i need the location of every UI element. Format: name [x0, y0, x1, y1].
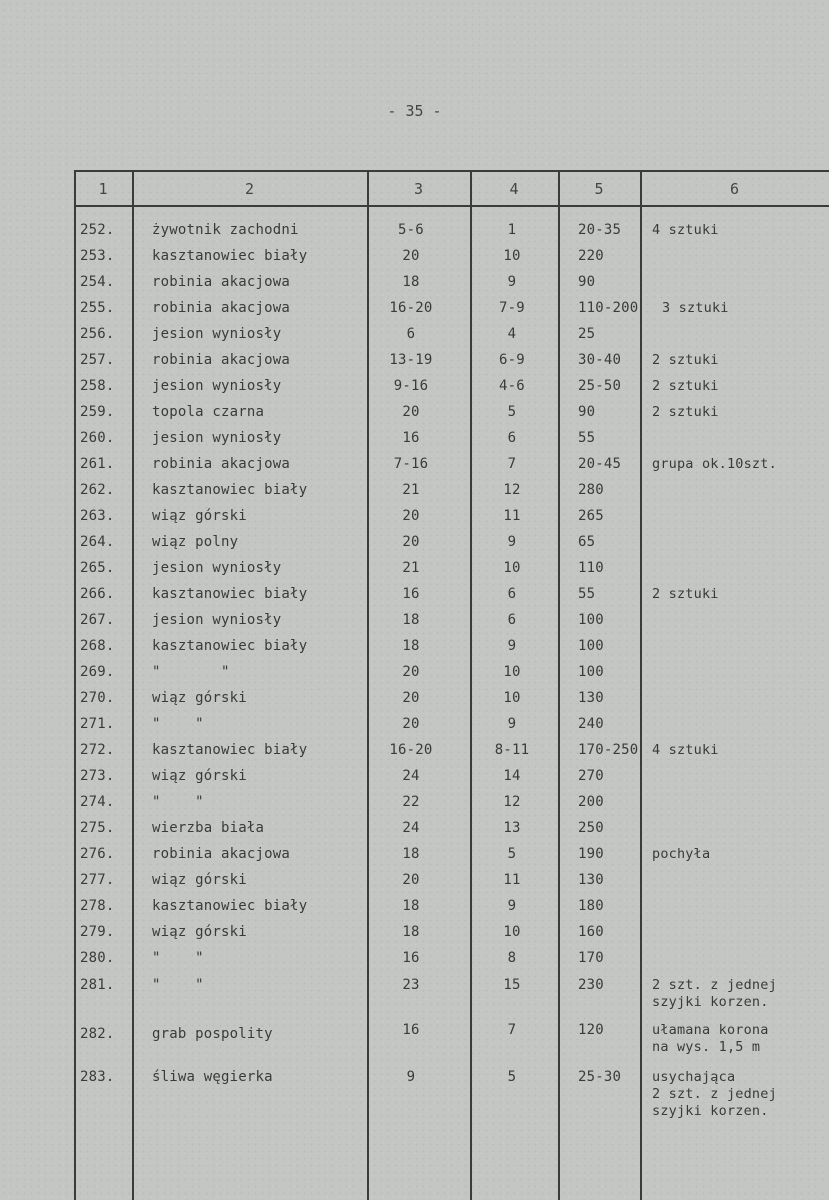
height-value: 6 — [406, 326, 416, 342]
table-row — [0, 872, 829, 898]
height-value: 16 — [402, 1022, 420, 1038]
row-number: 263. — [80, 508, 115, 524]
table-row — [0, 352, 829, 378]
species-name: wiąz górski — [152, 690, 247, 706]
diameter-value: 10 — [503, 248, 521, 264]
row-number: 275. — [80, 820, 115, 836]
table-row — [0, 404, 829, 430]
column-header: 5 — [594, 180, 604, 198]
height-value: 20 — [402, 404, 420, 420]
row-number: 273. — [80, 768, 115, 784]
circumference-value: 110-200 — [578, 300, 639, 316]
height-value: 18 — [402, 274, 420, 290]
row-number: 261. — [80, 456, 115, 472]
remarks: 4 sztuki — [652, 222, 719, 238]
species-name: robinia akacjowa — [152, 456, 291, 472]
row-number: 274. — [80, 794, 115, 810]
diameter-value: 10 — [503, 560, 521, 576]
circumference-value: 200 — [578, 794, 604, 810]
row-number: 252. — [80, 222, 115, 238]
diameter-value: 7-9 — [499, 300, 525, 316]
height-value: 20 — [402, 690, 420, 706]
table-row — [0, 664, 829, 690]
species-name: wierzba biała — [152, 820, 265, 836]
row-number: 258. — [80, 378, 115, 394]
species-name: grab pospolity — [152, 1026, 273, 1042]
species-name: wiąz górski — [152, 924, 247, 940]
height-value: 13-19 — [389, 352, 433, 368]
remarks: grupa ok.10szt. — [652, 456, 777, 472]
row-number: 257. — [80, 352, 115, 368]
height-value: 18 — [402, 924, 420, 940]
remarks: 2 sztuki — [652, 586, 719, 602]
remarks: 2 sztuki — [652, 404, 719, 420]
height-value: 22 — [402, 794, 420, 810]
column-header: 2 — [244, 180, 255, 198]
circumference-value: 110 — [578, 560, 604, 576]
circumference-value: 250 — [578, 820, 604, 836]
height-value: 16 — [402, 950, 420, 966]
diameter-value: 8 — [507, 950, 517, 966]
table-row — [0, 326, 829, 352]
row-number: 278. — [80, 898, 115, 914]
diameter-value: 12 — [503, 794, 521, 810]
table-row — [0, 378, 829, 404]
height-value: 21 — [402, 482, 420, 498]
circumference-value: 130 — [578, 690, 604, 706]
diameter-value: 5 — [507, 1069, 517, 1085]
row-number: 269. — [80, 664, 115, 680]
height-value: 16-20 — [389, 300, 433, 316]
height-value: 9-16 — [393, 378, 429, 394]
species-name: wiąz górski — [152, 872, 247, 888]
circumference-value: 25 — [578, 326, 596, 342]
table-row — [0, 222, 829, 248]
height-value: 20 — [402, 534, 420, 550]
circumference-value: 20-35 — [578, 222, 622, 238]
row-number: 281. — [80, 977, 115, 993]
circumference-value: 130 — [578, 872, 604, 888]
remarks: 2 sztuki — [652, 352, 719, 368]
table-row — [0, 820, 829, 846]
row-number: 267. — [80, 612, 115, 628]
page-number: - 35 - — [387, 102, 442, 120]
circumference-value: 240 — [578, 716, 604, 732]
table-row — [0, 690, 829, 716]
table-row — [0, 898, 829, 924]
row-number: 268. — [80, 638, 115, 654]
table-row — [0, 248, 829, 274]
height-value: 20 — [402, 248, 420, 264]
column-header: 6 — [729, 180, 740, 198]
diameter-value: 1 — [507, 222, 517, 238]
height-value: 18 — [402, 898, 420, 914]
height-value: 20 — [402, 716, 420, 732]
row-number: 254. — [80, 274, 115, 290]
table-row — [0, 612, 829, 638]
diameter-value: 11 — [503, 872, 521, 888]
remarks: 2 sztuki — [652, 378, 719, 394]
species-name: " " — [152, 950, 204, 966]
column-header: 3 — [413, 180, 424, 198]
circumference-value: 55 — [578, 430, 596, 446]
diameter-value: 9 — [507, 274, 517, 290]
diameter-value: 12 — [503, 482, 521, 498]
table-row — [0, 794, 829, 820]
height-value: 18 — [402, 612, 420, 628]
remarks: usychająca 2 szt. z jednej szyjki korzen. — [652, 1069, 777, 1119]
diameter-value: 5 — [507, 404, 517, 420]
table-row — [0, 1022, 829, 1062]
circumference-value: 230 — [578, 977, 604, 993]
table-row — [0, 482, 829, 508]
row-number: 260. — [80, 430, 115, 446]
remarks: ułamana korona na wys. 1,5 m — [652, 1022, 769, 1055]
table-row — [0, 534, 829, 560]
diameter-value: 6 — [507, 612, 517, 628]
species-name: jesion wyniosły — [152, 378, 282, 394]
circumference-value: 90 — [578, 404, 596, 420]
height-value: 18 — [402, 846, 420, 862]
species-name: kasztanowiec biały — [152, 898, 308, 914]
height-value: 16 — [402, 586, 420, 602]
table-row — [0, 716, 829, 742]
species-name: kasztanowiec biały — [152, 742, 308, 758]
remarks: 4 sztuki — [652, 742, 719, 758]
height-value: 24 — [402, 768, 420, 784]
table-row — [0, 1069, 829, 1125]
species-name: żywotnik zachodni — [152, 222, 299, 238]
diameter-value: 4 — [507, 326, 517, 342]
remarks: 3 sztuki — [662, 300, 729, 316]
table-row — [0, 950, 829, 976]
height-value: 16-20 — [389, 742, 433, 758]
table-row — [0, 274, 829, 300]
circumference-value: 100 — [578, 638, 604, 654]
table-row — [0, 456, 829, 482]
row-number: 280. — [80, 950, 115, 966]
species-name: robinia akacjowa — [152, 846, 291, 862]
diameter-value: 8-11 — [494, 742, 530, 758]
diameter-value: 7 — [507, 456, 517, 472]
circumference-value: 280 — [578, 482, 604, 498]
diameter-value: 6 — [507, 586, 517, 602]
row-number: 277. — [80, 872, 115, 888]
table-row — [0, 924, 829, 950]
table-row — [0, 768, 829, 794]
column-header: 1 — [98, 180, 108, 198]
column-header: 4 — [509, 180, 519, 198]
diameter-value: 15 — [503, 977, 521, 993]
row-number: 271. — [80, 716, 115, 732]
row-number: 270. — [80, 690, 115, 706]
species-name: robinia akacjowa — [152, 352, 291, 368]
diameter-value: 9 — [507, 898, 517, 914]
row-number: 266. — [80, 586, 115, 602]
diameter-value: 9 — [507, 534, 517, 550]
circumference-value: 90 — [578, 274, 596, 290]
row-number: 264. — [80, 534, 115, 550]
circumference-value: 160 — [578, 924, 604, 940]
species-name: kasztanowiec biały — [152, 482, 308, 498]
height-value: 9 — [406, 1069, 416, 1085]
diameter-value: 10 — [503, 664, 521, 680]
diameter-value: 6-9 — [499, 352, 525, 368]
height-value: 18 — [402, 638, 420, 654]
table-row — [0, 300, 829, 326]
circumference-value: 120 — [578, 1022, 604, 1038]
diameter-value: 9 — [507, 638, 517, 654]
species-name: jesion wyniosły — [152, 560, 282, 576]
row-number: 282. — [80, 1026, 115, 1042]
circumference-value: 100 — [578, 612, 604, 628]
species-name: topola czarna — [152, 404, 265, 420]
species-name: " " — [152, 716, 204, 732]
diameter-value: 13 — [503, 820, 521, 836]
row-number: 279. — [80, 924, 115, 940]
species-name: wiąz polny — [152, 534, 239, 550]
circumference-value: 170-250 — [578, 742, 639, 758]
row-number: 283. — [80, 1069, 115, 1085]
circumference-value: 170 — [578, 950, 604, 966]
species-name: jesion wyniosły — [152, 612, 282, 628]
species-name: śliwa węgierka — [152, 1069, 273, 1085]
diameter-value: 10 — [503, 690, 521, 706]
row-number: 262. — [80, 482, 115, 498]
species-name: " " — [152, 977, 204, 993]
circumference-value: 220 — [578, 248, 604, 264]
diameter-value: 9 — [507, 716, 517, 732]
height-value: 24 — [402, 820, 420, 836]
species-name: kasztanowiec biały — [152, 586, 308, 602]
species-name: wiąz górski — [152, 768, 247, 784]
circumference-value: 65 — [578, 534, 596, 550]
species-name: robinia akacjowa — [152, 274, 291, 290]
circumference-value: 25-50 — [578, 378, 622, 394]
circumference-value: 270 — [578, 768, 604, 784]
table-top-rule — [74, 170, 829, 172]
height-value: 20 — [402, 664, 420, 680]
row-number: 256. — [80, 326, 115, 342]
circumference-value: 25-30 — [578, 1069, 622, 1085]
circumference-value: 55 — [578, 586, 596, 602]
circumference-value: 20-45 — [578, 456, 622, 472]
table-row — [0, 638, 829, 664]
height-value: 23 — [402, 977, 420, 993]
table-row — [0, 742, 829, 768]
height-value: 21 — [402, 560, 420, 576]
diameter-value: 7 — [507, 1022, 517, 1038]
row-number: 253. — [80, 248, 115, 264]
diameter-value: 4-6 — [499, 378, 525, 394]
species-name: jesion wyniosły — [152, 326, 282, 342]
height-value: 16 — [402, 430, 420, 446]
row-number: 259. — [80, 404, 115, 420]
height-value: 20 — [402, 508, 420, 524]
table-row — [0, 430, 829, 456]
table-row — [0, 846, 829, 872]
diameter-value: 6 — [507, 430, 517, 446]
species-name: " " — [152, 794, 204, 810]
table-row — [0, 508, 829, 534]
species-name: " " — [152, 664, 230, 680]
species-name: kasztanowiec biały — [152, 638, 308, 654]
circumference-value: 265 — [578, 508, 604, 524]
circumference-value: 100 — [578, 664, 604, 680]
circumference-value: 180 — [578, 898, 604, 914]
remarks: pochyła — [652, 846, 711, 862]
circumference-value: 190 — [578, 846, 604, 862]
row-number: 255. — [80, 300, 115, 316]
remarks: 2 szt. z jednej szyjki korzen. — [652, 977, 777, 1010]
height-value: 20 — [402, 872, 420, 888]
diameter-value: 14 — [503, 768, 521, 784]
row-number: 276. — [80, 846, 115, 862]
species-name: jesion wyniosły — [152, 430, 282, 446]
row-number: 272. — [80, 742, 115, 758]
table-header-rule — [74, 205, 829, 207]
diameter-value: 11 — [503, 508, 521, 524]
height-value: 5-6 — [398, 222, 424, 238]
table-row — [0, 560, 829, 586]
diameter-value: 5 — [507, 846, 517, 862]
table-row — [0, 586, 829, 612]
species-name: robinia akacjowa — [152, 300, 291, 316]
height-value: 7-16 — [393, 456, 429, 472]
species-name: kasztanowiec biały — [152, 248, 308, 264]
species-name: wiąz górski — [152, 508, 247, 524]
diameter-value: 10 — [503, 924, 521, 940]
circumference-value: 30-40 — [578, 352, 622, 368]
row-number: 265. — [80, 560, 115, 576]
table-row — [0, 977, 829, 1017]
